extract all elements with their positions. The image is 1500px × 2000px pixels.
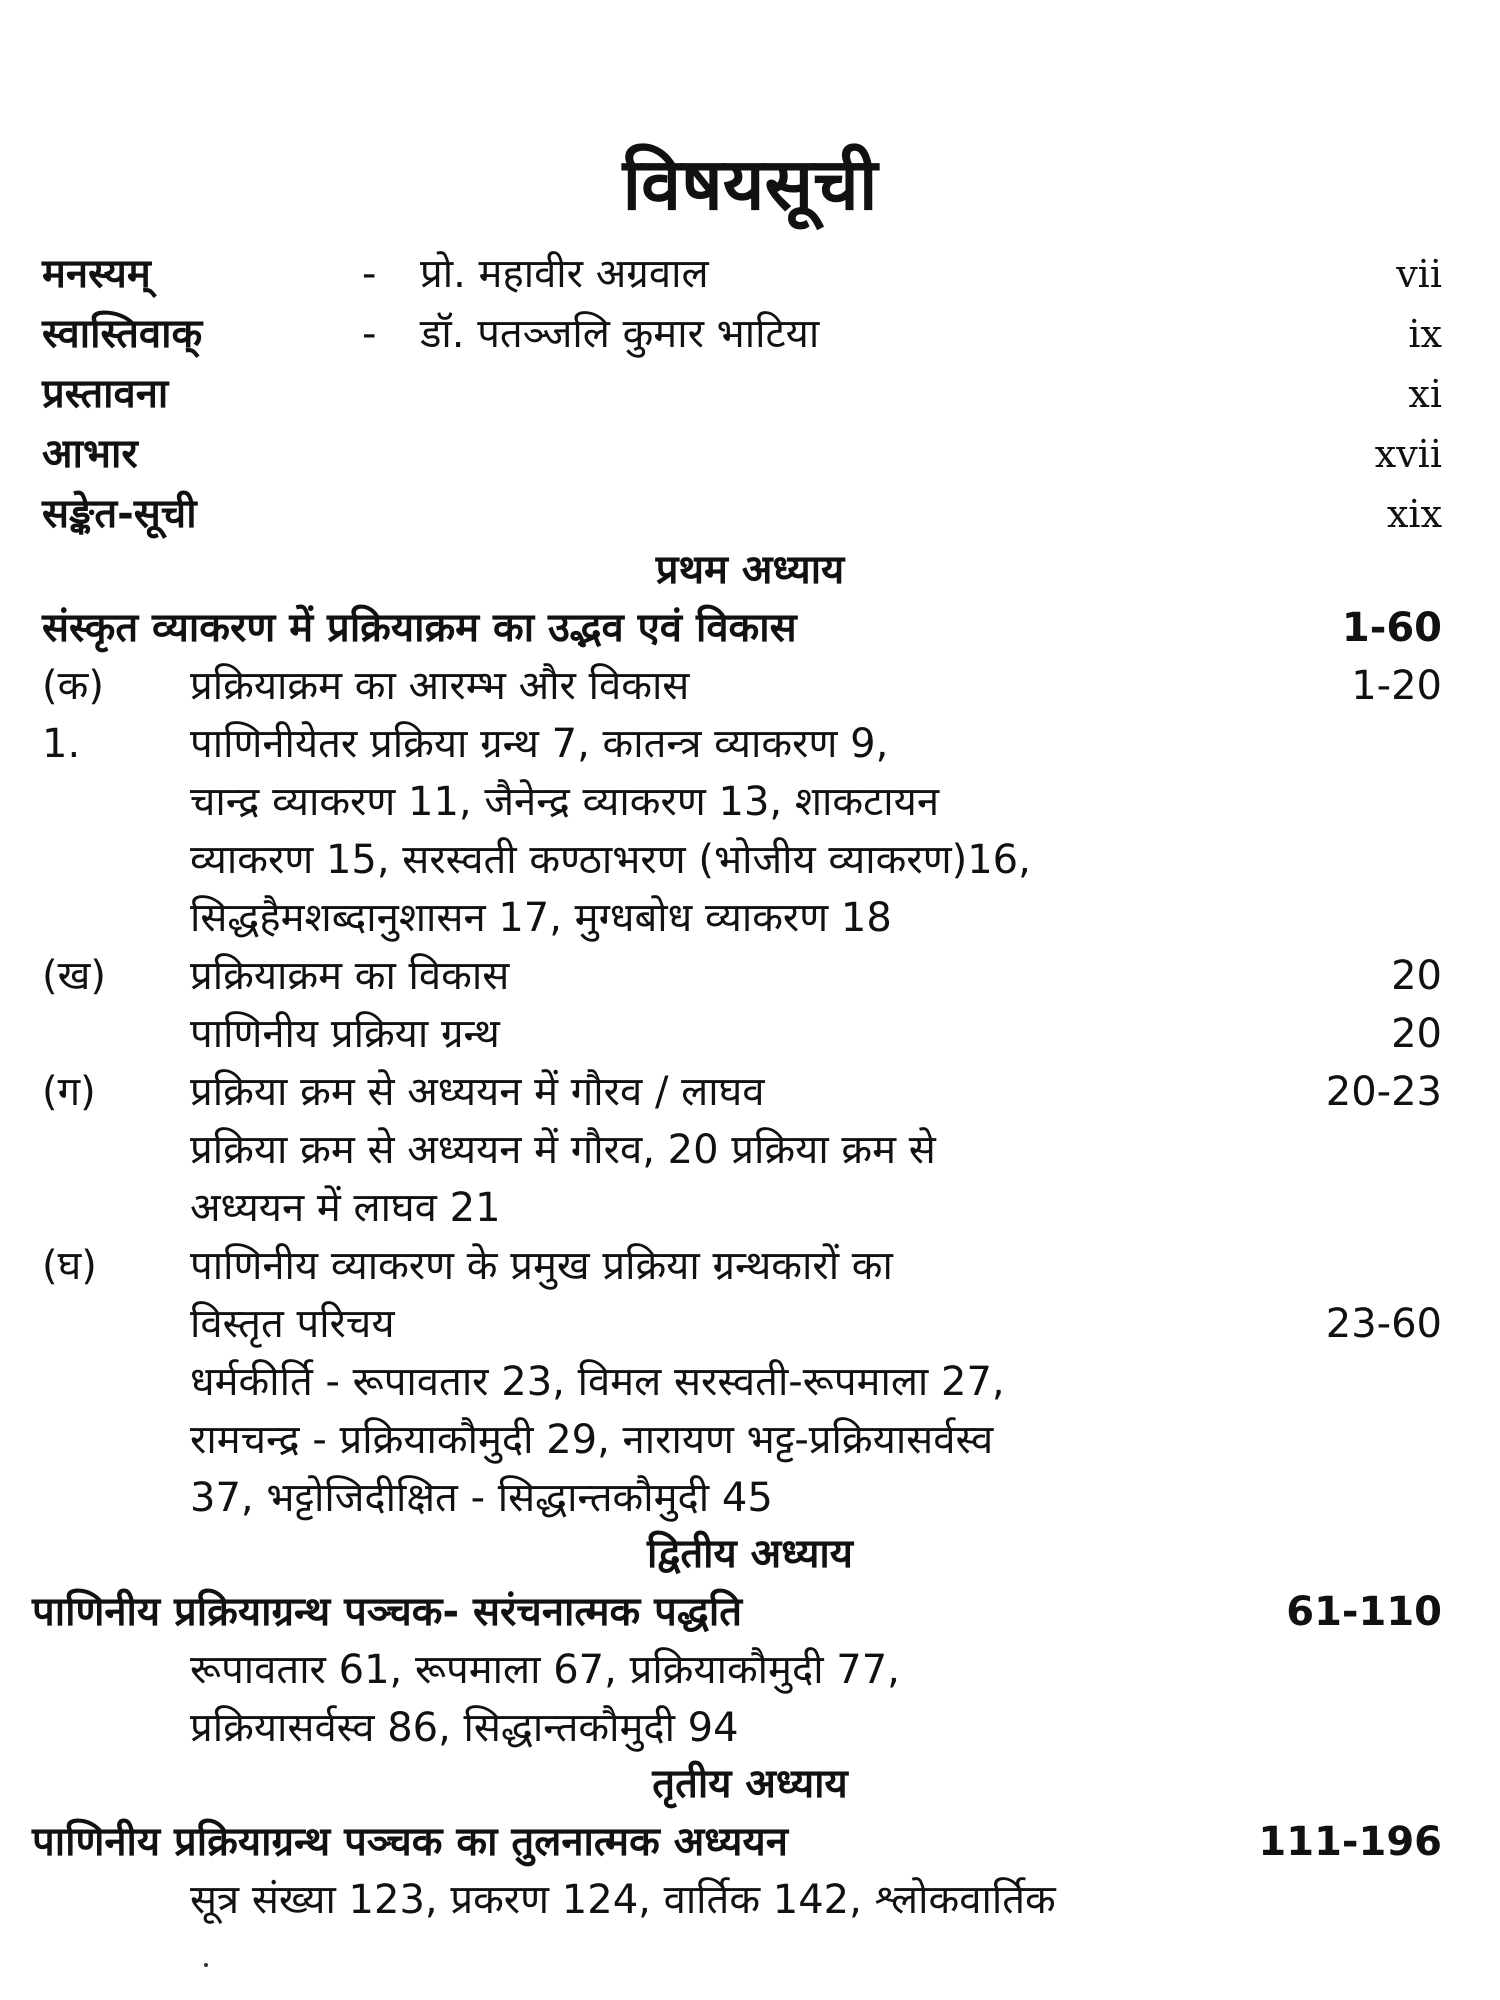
section-title: प्रक्रिया क्रम से अध्ययन में गौरव / लाघव — [190, 1069, 765, 1115]
subsection-marker: 1. — [42, 721, 81, 767]
subsection-text: 37, भट्टोजिदीक्षित - सिद्धान्तकौमुदी 45 — [190, 1475, 773, 1521]
subsection-text: रूपावतार 61, रूपमाला 67, प्रक्रियाकौमुदी 77, — [190, 1647, 900, 1693]
entry-author: प्रो. महावीर अग्रवाल — [420, 251, 709, 297]
section-ga-line — [0, 1120, 1500, 1180]
subsection-1-line — [0, 888, 1500, 948]
chapter-pages: 1-60 — [1341, 605, 1442, 651]
section-title: पाणिनीय व्याकरण के प्रमुख प्रक्रिया ग्रन्थकारों का — [190, 1243, 893, 1289]
subsection-text: पाणिनीयेतर प्रक्रिया ग्रन्थ 7, कातन्त्र व्याकरण 9, — [190, 721, 889, 767]
section-pages: 1-20 — [1351, 663, 1442, 709]
section-kha — [0, 946, 1500, 1006]
subsection-1-line — [0, 714, 1500, 774]
chapter-title: संस्कृत व्याकरण में प्रक्रियाक्रम का उद्भव एवं विकास — [42, 605, 797, 651]
toc-entry-manasyam — [0, 244, 1500, 304]
chapter-2-heading-row — [0, 1524, 1500, 1584]
section-marker: (क) — [42, 663, 104, 709]
toc-entry-svastivak — [0, 304, 1500, 364]
chapter-2-line — [0, 1698, 1500, 1758]
scan-speck — [204, 1963, 208, 1967]
section-ga-line — [0, 1178, 1500, 1238]
entry-label: स्वास्तिवाक् — [42, 311, 203, 357]
subsection-text: धर्मकीर्ति - रूपावतार 23, विमल सरस्वती-रूपमाला 27, — [190, 1359, 1005, 1405]
entry-author: डॉ. पतञ्जलि कुमार भाटिया — [420, 311, 820, 357]
page-title: विषयसूची — [622, 142, 878, 226]
subsection-text: अध्ययन में लाघव 21 — [190, 1185, 501, 1231]
section-kha-sub — [0, 1004, 1500, 1064]
chapter-2-title-row — [0, 1582, 1500, 1642]
subsection-1-line — [0, 772, 1500, 832]
section-marker: (ख) — [42, 953, 106, 999]
chapter-heading: तृतीय अध्याय — [652, 1761, 848, 1807]
entry-label: सङ्केत-सूची — [42, 491, 197, 537]
chapter-1-heading-row — [0, 540, 1500, 600]
entry-dash: - — [362, 311, 377, 357]
subsection-text: सूत्र संख्या 123, प्रकरण 124, वार्तिक 142, श्लोकवार्तिक — [190, 1877, 1056, 1923]
entry-label: आभार — [42, 431, 138, 477]
subsection-pages: 20 — [1391, 1011, 1442, 1057]
entry-dash: - — [362, 251, 377, 297]
subsection-text: सिद्धहैमशब्दानुशासन 17, मुग्धबोध व्याकरण 18 — [190, 895, 892, 941]
section-title: प्रक्रियाक्रम का विकास — [190, 953, 510, 999]
entry-page: vii — [1396, 252, 1442, 296]
chapter-3-title-row — [0, 1812, 1500, 1872]
section-pages: 20-23 — [1325, 1069, 1442, 1115]
entry-label: मनस्यम् — [42, 251, 151, 297]
chapter-title: पाणिनीय प्रक्रियाग्रन्थ पञ्चक का तुलनात्मक अध्ययन — [32, 1819, 788, 1865]
entry-label: प्रस्तावना — [42, 371, 169, 417]
subsection-text: पाणिनीय प्रक्रिया ग्रन्थ — [190, 1011, 500, 1057]
subsection-text: प्रक्रियासर्वस्व 86, सिद्धान्तकौमुदी 94 — [190, 1705, 739, 1751]
chapter-3-line — [0, 1870, 1500, 1930]
chapter-pages: 61-110 — [1286, 1589, 1442, 1635]
chapter-title: पाणिनीय प्रक्रियाग्रन्थ पञ्चक- सरंचनात्मक पद्धति — [32, 1589, 743, 1635]
section-gha-line — [0, 1352, 1500, 1412]
subsection-text: चान्द्र व्याकरण 11, जैनेन्द्र व्याकरण 13, शाकटायन — [190, 779, 940, 825]
section-marker: (ग) — [42, 1069, 96, 1115]
section-marker: (घ) — [42, 1243, 97, 1289]
chapter-3-heading-row — [0, 1754, 1500, 1814]
section-ka — [0, 656, 1500, 716]
entry-page: xi — [1408, 372, 1442, 416]
subsection-text: व्याकरण 15, सरस्वती कण्ठाभरण (भोजीय व्याकरण)16, — [190, 837, 1031, 883]
chapter-2-line — [0, 1640, 1500, 1700]
section-title-cont: विस्तृत परिचय — [190, 1301, 395, 1347]
section-gha — [0, 1236, 1500, 1296]
chapter-heading: द्वितीय अध्याय — [646, 1531, 853, 1577]
section-gha-line — [0, 1410, 1500, 1470]
toc-entry-sanket-suchi — [0, 484, 1500, 544]
toc-entry-abhar — [0, 424, 1500, 484]
entry-page: ix — [1408, 312, 1442, 356]
entry-page: xvii — [1374, 432, 1442, 476]
entry-page: xix — [1386, 492, 1442, 536]
section-ga — [0, 1062, 1500, 1122]
subsection-1-line — [0, 830, 1500, 890]
subsection-text: रामचन्द्र - प्रक्रियाकौमुदी 29, नारायण भट्ट-प्रक्रियासर्वस्व — [190, 1417, 994, 1463]
section-pages: 20 — [1391, 953, 1442, 999]
chapter-1-title-row — [0, 598, 1500, 658]
subsection-text: प्रक्रिया क्रम से अध्ययन में गौरव, 20 प्रक्रिया क्रम से — [190, 1127, 936, 1173]
toc-entry-prastavana — [0, 364, 1500, 424]
section-gha-cont — [0, 1294, 1500, 1354]
section-pages: 23-60 — [1325, 1301, 1442, 1347]
section-gha-line — [0, 1468, 1500, 1528]
chapter-heading: प्रथम अध्याय — [655, 547, 845, 593]
chapter-pages: 111-196 — [1258, 1819, 1442, 1865]
section-title: प्रक्रियाक्रम का आरम्भ और विकास — [190, 663, 690, 709]
